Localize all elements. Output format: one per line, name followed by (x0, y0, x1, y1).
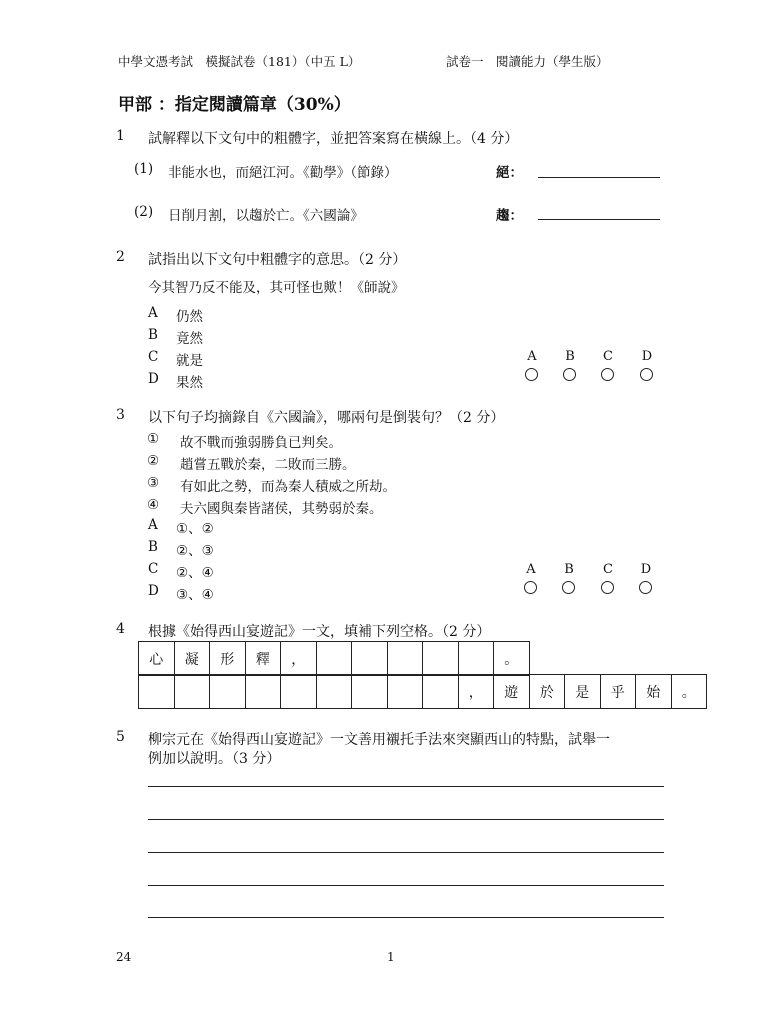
q3-prompt: 以下句子均摘錄自《六國論》，哪兩句是倒裝句？（2 分） (148, 410, 505, 426)
q3-statement-4-mark: ④ (147, 497, 160, 513)
q2-choice-label-b: B (565, 349, 575, 364)
q3-option-c-text: ②、④ (176, 565, 214, 581)
q4-grid-blank[interactable] (352, 675, 388, 709)
q2-number: 2 (116, 249, 125, 265)
q2-choice-bubble-d[interactable] (640, 368, 653, 381)
q5-answer-line[interactable] (148, 917, 664, 918)
q2-choice-bubble-b[interactable] (563, 368, 576, 381)
q3-choice-bubble-a[interactable] (524, 581, 537, 594)
q3-choice-bubble-b[interactable] (562, 581, 575, 594)
q4-grid-row1 (138, 641, 530, 676)
q1-number: 1 (116, 128, 125, 144)
q4-grid-blank[interactable] (139, 675, 175, 709)
q5-prompt-line1: 柳宗元在《始得西山宴遊記》一文善用襯托手法來突顯西山的特點，試舉一 (148, 732, 610, 748)
q4-number: 4 (116, 621, 125, 637)
q3-statement-1-mark: ① (147, 431, 160, 447)
q3-choice-label-b: B (564, 562, 574, 577)
q1-item1-answer-line[interactable] (538, 177, 660, 178)
q2-prompt: 試指出以下文句中粗體字的意思。（2 分） (148, 252, 407, 268)
q3-choice-label-d: D (640, 562, 652, 577)
section-title: 甲部 ：指定閱讀篇章（30%） (118, 95, 351, 115)
q4-grid-row2 (138, 674, 707, 709)
q1-prompt: 試解釋以下文句中的粗體字，並把答案寫在橫線上。（4 分） (148, 131, 519, 147)
q1-item1-char: 絕： (496, 165, 523, 181)
q2-option-d-text: 果然 (176, 375, 203, 391)
q3-option-a-text: ①、② (176, 521, 214, 537)
q3-choice-label-a: A (526, 562, 536, 577)
q3-option-b-text: ②、③ (176, 543, 214, 559)
footer-left-number: 24 (116, 950, 132, 964)
q4-grid-blank[interactable] (210, 675, 246, 709)
q1-item2-text: 日削月割，以趨於亡。《六國論》 (168, 208, 364, 224)
q4-grid-cell: 凝 (174, 642, 210, 676)
q5-answer-line[interactable] (148, 852, 664, 853)
header-right: 試卷一 閱讀能力（學生版） (446, 54, 609, 69)
q5-prompt-line2: 例加以說明。（3 分） (148, 751, 281, 767)
q1-item2-char: 趨： (496, 208, 523, 224)
q4-grid-blank[interactable] (387, 675, 423, 709)
q3-statement-2-mark: ② (147, 453, 160, 469)
q4-prompt: 根據《始得西山宴遊記》一文，填補下列空格。（2 分） (148, 624, 491, 640)
q1-item1-text: 非能水也，而絕江河。《勸學》（節錄） (168, 165, 398, 181)
q2-option-c-letter: C (148, 349, 159, 365)
q4-grid-cell: 於 (529, 675, 565, 709)
q2-option-d-letter: D (148, 371, 159, 387)
q2-option-b-text: 竟然 (176, 331, 203, 347)
q3-number: 3 (116, 407, 125, 423)
q5-answer-line[interactable] (148, 786, 664, 787)
q4-grid-cell: 心 (139, 642, 175, 676)
q3-choice-bubble-d[interactable] (639, 581, 652, 594)
q2-choice-label-c: C (603, 349, 613, 364)
header-left: 中學文憑考試 模擬試卷（181）（中五 L） (118, 54, 361, 69)
q3-choice-label-c: C (603, 562, 613, 577)
q3-option-d-letter: D (148, 583, 159, 599)
q3-statement-3-mark: ③ (147, 475, 160, 491)
q4-grid-cell: 遊 (494, 675, 530, 709)
q4-grid-blank[interactable] (423, 675, 459, 709)
q4-grid-cell: ， (281, 642, 317, 676)
q4-grid-cell: 始 (636, 675, 672, 709)
q1-item2-answer-line[interactable] (538, 219, 660, 220)
q2-choice-bubble-a[interactable] (525, 368, 538, 381)
q1-item2-number: (2) (134, 204, 154, 220)
q5-answer-line[interactable] (148, 885, 664, 886)
q2-option-c-text: 就是 (176, 353, 203, 369)
q2-choice-bubble-c[interactable] (601, 368, 614, 381)
q4-grid-cell: 是 (565, 675, 601, 709)
q4-grid-blank[interactable] (387, 642, 423, 676)
q3-statement-2-text: 趙嘗五戰於秦，二敗而三勝。 (180, 457, 356, 473)
q4-grid-blank[interactable] (245, 675, 281, 709)
q4-grid-blank[interactable] (352, 642, 388, 676)
q3-statement-3-text: 有如此之勢，而為秦人積威之所劫。 (180, 479, 396, 495)
q5-number: 5 (116, 729, 125, 745)
q4-grid-blank[interactable] (281, 675, 317, 709)
q1-item1-number: (1) (134, 161, 154, 177)
q4-grid-cell: 。 (494, 642, 530, 676)
q2-option-b-letter: B (148, 327, 158, 343)
q3-option-b-letter: B (148, 539, 158, 555)
q4-grid-blank[interactable] (458, 642, 494, 676)
q2-option-a-letter: A (148, 305, 158, 321)
q3-statement-4-text: 夫六國與秦皆諸侯，其勢弱於秦。 (180, 501, 383, 517)
q4-grid-blank[interactable] (423, 642, 459, 676)
q3-statement-1-text: 故不戰而強弱勝負已判矣。 (180, 435, 342, 451)
q3-option-c-letter: C (148, 561, 159, 577)
q2-quote: 今其智乃反不能及，其可怪也歟！《師說》 (148, 280, 405, 296)
q4-grid-blank[interactable] (316, 675, 352, 709)
page-number: 1 (387, 950, 395, 964)
q4-grid-cell: ， (458, 675, 494, 709)
q3-choice-bubble-c[interactable] (601, 581, 614, 594)
q2-choice-label-d: D (641, 349, 653, 364)
q4-grid-cell: 形 (210, 642, 246, 676)
q5-answer-line[interactable] (148, 819, 664, 820)
q4-grid-cell: 釋 (245, 642, 281, 676)
q2-choice-label-a: A (527, 349, 537, 364)
q4-grid-blank[interactable] (316, 642, 352, 676)
q3-option-d-text: ③、④ (176, 587, 214, 603)
q4-grid-cell: 。 (671, 675, 707, 709)
q3-option-a-letter: A (148, 517, 158, 533)
q4-grid-blank[interactable] (174, 675, 210, 709)
q2-option-a-text: 仍然 (176, 309, 203, 325)
q4-grid-cell: 乎 (600, 675, 636, 709)
